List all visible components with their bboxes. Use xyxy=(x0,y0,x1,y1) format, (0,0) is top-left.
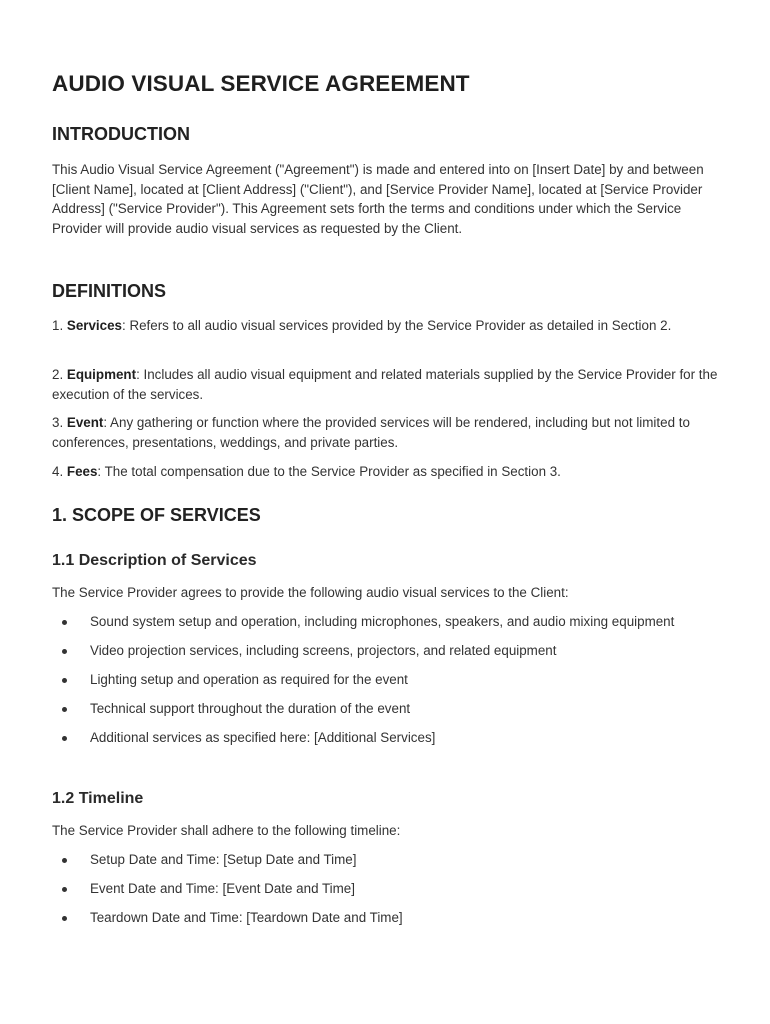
definition-term: Equipment xyxy=(66,367,137,382)
list-item-text: Setup Date and Time: [Setup Date and Time] xyxy=(90,852,357,867)
bullet-icon xyxy=(62,736,67,741)
list-item-text: Additional services as specified here: [Additional Services] xyxy=(90,730,436,746)
list-item xyxy=(52,699,718,719)
definition-text: : Refers to all audio visual services provided by the Service Provider as detailed in Section 2. xyxy=(122,318,672,333)
description-heading: 1.1 Description of Services xyxy=(52,552,257,569)
definition-item xyxy=(52,365,718,404)
timeline-list xyxy=(52,850,718,937)
definition-item xyxy=(52,316,718,336)
timeline-intro: The Service Provider shall adhere to the following timeline: xyxy=(52,823,401,838)
bullet-icon xyxy=(62,916,67,921)
definition-number: 3. xyxy=(52,415,67,430)
list-item xyxy=(52,908,718,928)
list-item-text: Lighting setup and operation as required for the event xyxy=(90,672,408,688)
definition-text: : Any gathering or function where the provided services will be rendered, including but not limited to conferences, presentations, weddings, and private parties. xyxy=(52,415,690,450)
definition-item xyxy=(52,462,718,482)
bullet-icon xyxy=(62,649,67,654)
list-item-text: Event Date and Time: [Event Date and Time] xyxy=(90,881,355,897)
list-item-text: Video projection services, including screens, projectors, and related equipment xyxy=(90,643,557,659)
definition-number: 2. xyxy=(52,367,67,382)
list-item-text: Sound system setup and operation, including microphones, speakers, and audio mixing equipment xyxy=(90,614,675,629)
description-intro: The Service Provider agrees to provide the following audio visual services to the Client: xyxy=(52,585,569,600)
list-item-text: Teardown Date and Time: [Teardown Date and Time] xyxy=(90,910,403,926)
timeline-heading: 1.2 Timeline xyxy=(52,790,144,807)
introduction-paragraph: This Audio Visual Service Agreement ("Agreement") is made and entered into on [Insert Date] by and between [Client Name], located at [Client Address] ("Client"), and [Service Provider Name], located at [Service Provider Address] ("Service Provider"). This Agreement sets forth the terms and conditions under which the Service Provider will provide audio visual services as requested by the Client. xyxy=(52,162,704,236)
list-item xyxy=(52,850,718,870)
definition-text: : Includes all audio visual equipment and related materials supplied by the Service Provider for the execution of the services. xyxy=(52,367,718,402)
introduction-heading: INTRODUCTION xyxy=(52,124,190,144)
list-item xyxy=(52,879,718,899)
services-list xyxy=(52,612,718,757)
definition-term: Services xyxy=(66,318,122,333)
bullet-icon xyxy=(62,620,67,625)
definitions-heading: DEFINITIONS xyxy=(52,281,167,301)
bullet-icon xyxy=(62,858,67,863)
definition-term: Event xyxy=(66,415,104,430)
definition-text: : The total compensation due to the Service Provider as specified in Section 3. xyxy=(97,464,561,479)
bullet-icon xyxy=(62,707,67,712)
list-item xyxy=(52,641,718,661)
definition-term: Fees xyxy=(66,464,98,479)
scope-heading: 1. SCOPE OF SERVICES xyxy=(52,505,261,525)
list-item xyxy=(52,670,718,690)
bullet-icon xyxy=(62,887,67,892)
bullet-icon xyxy=(62,678,67,683)
list-item xyxy=(52,612,718,632)
definition-number: 1. xyxy=(52,318,67,333)
definition-number: 4. xyxy=(52,464,67,479)
definition-item xyxy=(52,413,718,452)
list-item xyxy=(52,728,718,748)
list-item-text: Technical support throughout the duration of the event xyxy=(90,701,411,717)
document-title: AUDIO VISUAL SERVICE AGREEMENT xyxy=(52,71,470,96)
